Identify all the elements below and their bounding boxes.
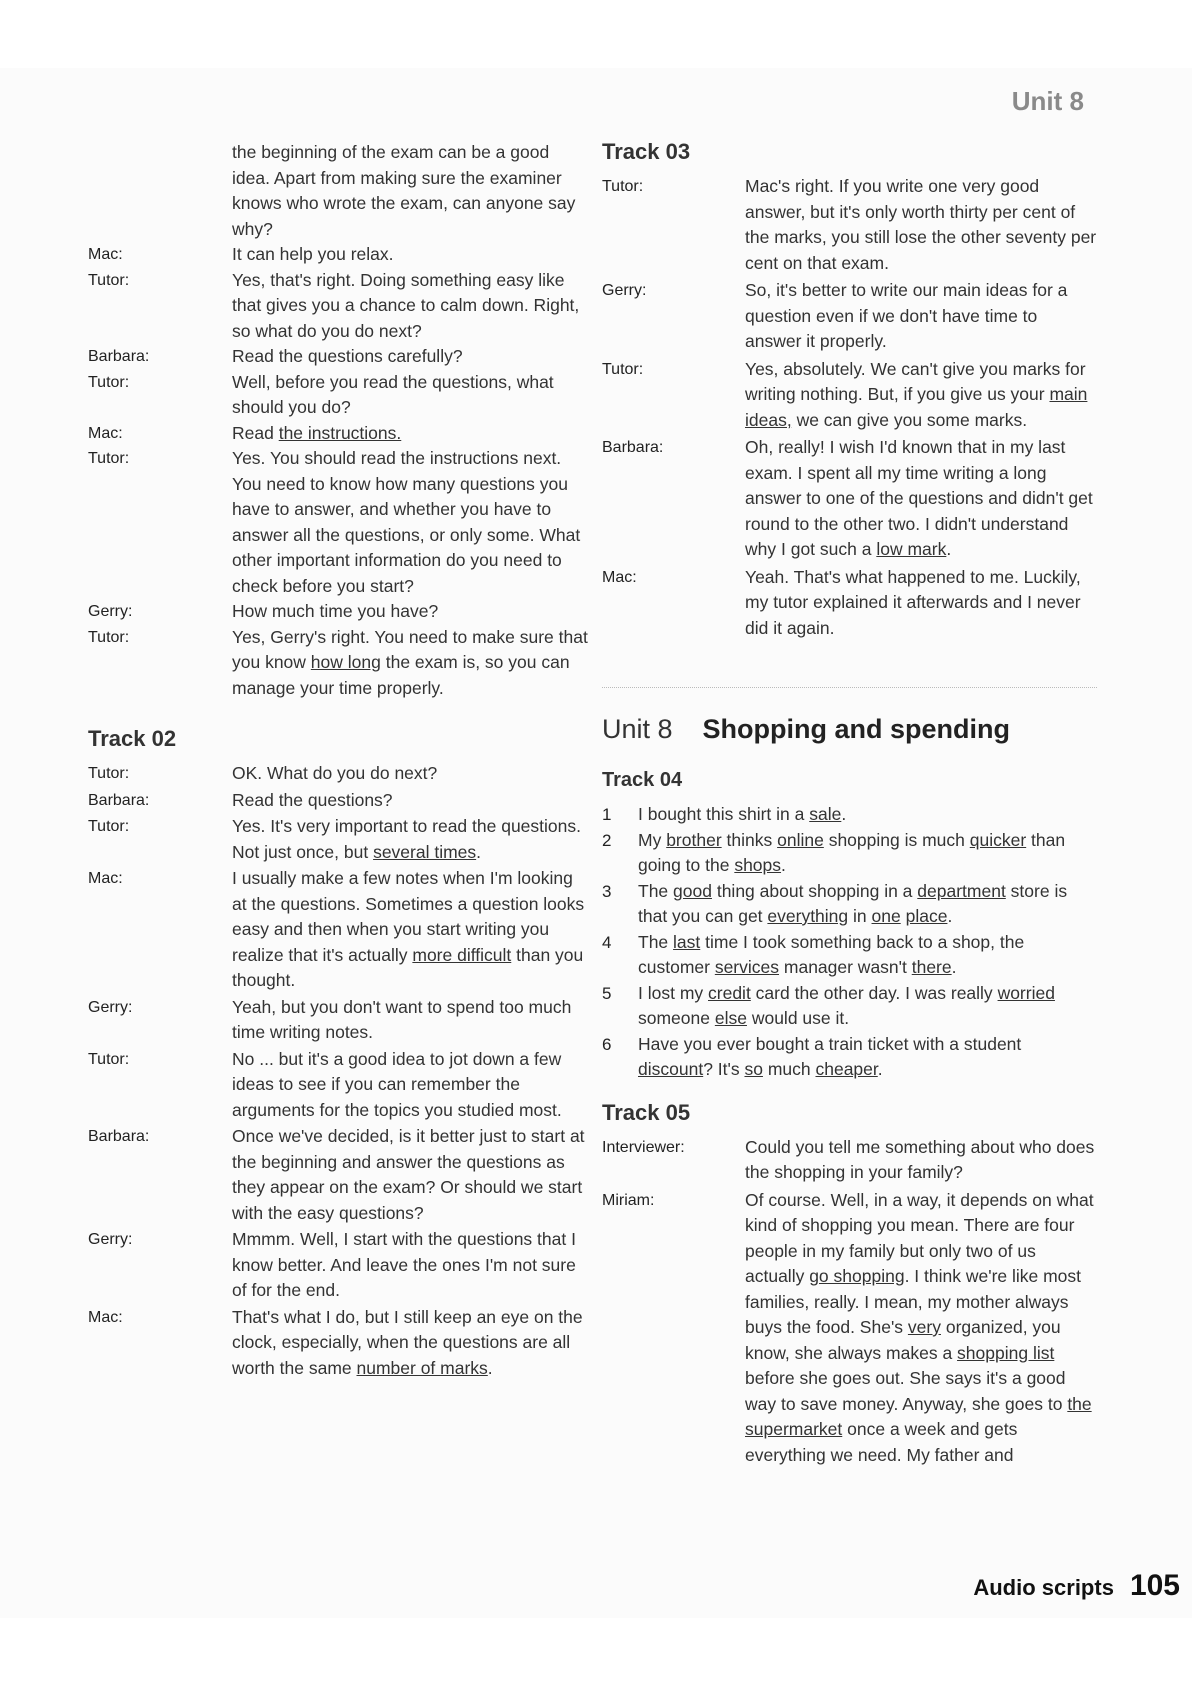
dialogue-line — [602, 1135, 1097, 1186]
line-text — [745, 357, 1097, 434]
text-segment: I bought this shirt in a — [638, 804, 810, 824]
underlined-word: low mark — [876, 539, 947, 559]
underlined-word: main ideas, — [745, 384, 1088, 430]
text-segment: The — [638, 931, 674, 952]
underlined-word: everything — [767, 906, 849, 926]
page-footer — [973, 1569, 1180, 1603]
numbered-list — [602, 802, 1097, 1083]
underlined-word: online — [777, 829, 824, 850]
dialogue-line — [602, 565, 1097, 642]
text-segment: in — [848, 906, 872, 926]
line-text: No ... but it's a good idea to jot down a few ideas to see if you can remember the arguments for the topics you studied most. — [232, 1048, 562, 1120]
text-segment: Yes, absolutely. We can't give you marks for writing nothing. But, if you give us your — [745, 358, 1086, 404]
underlined-word: how long — [310, 652, 381, 672]
underlined-word: so — [744, 1059, 763, 1079]
speaker-label: Gerry: — [88, 998, 133, 1016]
speaker-label: Gerry: — [88, 1231, 133, 1248]
item-text — [638, 879, 1097, 930]
speaker-label: Tutor: — [88, 818, 130, 835]
line-text: OK. What do you do next? — [232, 763, 438, 783]
text-segment: Read — [232, 422, 279, 443]
right-column — [602, 138, 1097, 1470]
line-text — [232, 866, 588, 994]
unit-number: Unit 8 — [602, 714, 673, 744]
track-heading: Track 02 — [88, 726, 177, 751]
underlined-word: good — [673, 880, 712, 901]
underlined-word: services — [714, 957, 780, 977]
dialogue-line — [88, 995, 588, 1046]
line-text: Yeah, but you don't want to spend too much time writing notes. — [232, 996, 572, 1042]
text-segment: I usually make a few notes when I'm looking at the questions. Sometimes a question looks easy and then when you start writing you realize that it's actually — [232, 868, 585, 965]
underlined-word: worried — [997, 982, 1055, 1003]
line-text: Yeah. That's what happened to me. Luckily, my tutor explained it afterwards and I never did it again. — [745, 566, 1081, 638]
dialogue-line — [88, 446, 588, 599]
dialogue-line — [88, 625, 588, 702]
line-text: Read the questions? — [232, 789, 393, 810]
speaker-label: Tutor: — [602, 178, 644, 195]
speaker-label: Tutor: — [602, 360, 644, 378]
line-text — [745, 435, 1097, 563]
underlined-word: the supermarket — [745, 1393, 1092, 1439]
line-text — [745, 1188, 1097, 1469]
dialogue-line — [88, 242, 588, 268]
track-heading: Track 05 — [602, 1099, 691, 1125]
item-text — [638, 802, 1097, 828]
dialogue-line — [88, 1305, 588, 1382]
item-number: 3 — [602, 881, 612, 901]
list-item — [602, 879, 1097, 930]
text-segment: . — [781, 855, 786, 875]
underlined-word: quicker — [969, 829, 1027, 850]
item-text — [638, 828, 1097, 879]
dialogue-line — [88, 1047, 588, 1124]
dialogue-line — [88, 421, 588, 447]
speaker-label: Interviewer: — [602, 1138, 685, 1156]
text-segment: someone — [638, 1008, 715, 1028]
speaker-label: Mac: — [602, 568, 637, 586]
speaker-label: Barbara: — [88, 791, 150, 809]
text-segment: card the other day. I was really — [750, 982, 998, 1003]
underlined-word: number of marks — [356, 1357, 488, 1378]
speaker-label: Tutor: — [88, 450, 130, 467]
underlined-word: shops — [734, 855, 782, 875]
text-segment: ? It's — [703, 1059, 745, 1079]
speaker-label: Tutor: — [88, 373, 130, 391]
dialogue-line — [602, 357, 1097, 434]
unit-title — [602, 712, 1097, 746]
speaker-label: Mac: — [88, 870, 123, 887]
text-segment: My — [638, 829, 667, 850]
underlined-word: cheaper — [815, 1059, 878, 1079]
item-number: 5 — [602, 983, 612, 1003]
dialogue-line — [602, 435, 1097, 563]
text-segment: much — [762, 1059, 816, 1079]
text-segment: thing about shopping in a — [711, 880, 918, 901]
line-text: Yes, that's right. Doing something easy like that gives you a chance to calm down. Right, so what do you do next? — [232, 269, 580, 341]
line-text: Mmmm. Well, I start with the questions that I know better. And leave the ones I'm not sure of for the end. — [232, 1229, 576, 1300]
line-text — [232, 1305, 588, 1382]
underlined-word: shopping list — [957, 1342, 1055, 1363]
underlined-word: go shopping — [809, 1266, 905, 1286]
text-segment: would use it. — [746, 1008, 850, 1028]
text-segment: The — [638, 880, 674, 901]
text-segment: before she goes out. She says it's a good way to save money. Anyway, she goes to — [745, 1368, 1068, 1414]
text-segment: Oh, really! I wish I'd known that in my last exam. I spent all my time writing a long answer to one of the questions and didn't get round to the other two. I didn't understand why I got such a — [745, 437, 1093, 559]
speaker-label: Gerry: — [602, 282, 647, 299]
underlined-word: very — [907, 1317, 941, 1337]
speaker-label: Tutor: — [88, 628, 130, 646]
line-text: Once we've decided, is it better just to start at the beginning and answer the questions as they appear on the exam? Or should we start with the easy questions? — [232, 1126, 585, 1223]
text-segment: . — [487, 1357, 493, 1378]
item-number: 6 — [602, 1034, 612, 1054]
dialogue-line — [88, 788, 588, 814]
underlined-word: several times — [373, 841, 477, 862]
underlined-word: brother — [666, 829, 722, 850]
speaker-label: Barbara: — [88, 1128, 150, 1145]
text-segment: the exam is, so you can manage your time properly. — [232, 652, 570, 698]
item-number: 4 — [602, 932, 612, 952]
underlined-word: place — [905, 906, 948, 926]
page-number: 105 — [1129, 1569, 1180, 1602]
text-segment: . — [877, 1059, 883, 1079]
dialogue-line — [88, 814, 588, 865]
track-heading: Track 03 — [602, 139, 691, 164]
line-text — [232, 421, 588, 447]
list-item — [602, 981, 1097, 1032]
left-column — [88, 140, 588, 1382]
list-item — [602, 930, 1097, 981]
underlined-word: there — [911, 957, 952, 977]
speaker-label: Tutor: — [88, 1050, 130, 1068]
speaker-label: Mac: — [88, 424, 123, 442]
text-segment: I lost my — [638, 982, 709, 1003]
text-segment: . — [947, 906, 953, 926]
line-text: the beginning of the exam can be a good idea. Apart from making sure the examiner knows who wrote the exam, can anyone say why? — [232, 142, 576, 239]
footer-section: Audio scripts — [973, 1575, 1114, 1600]
speaker-label: Tutor: — [88, 271, 130, 289]
line-text — [232, 814, 588, 865]
text-segment: organized, you know, she always makes a — [745, 1317, 1061, 1363]
text-segment: shopping is much — [823, 829, 970, 850]
underlined-word: the instructions. — [278, 422, 402, 443]
text-segment: . — [476, 841, 482, 862]
line-text: Yes. You should read the instructions next. You need to know how many questions you have to answer, and whether you have to answer all the questions, or only some. What other important information do you need to check before you start? — [232, 448, 581, 596]
line-text — [745, 1135, 1097, 1186]
list-item — [602, 802, 1097, 828]
text-segment: That's what I do, but I still keep an eye on the clock, especially, when the questions are all worth the same — [232, 1306, 583, 1378]
dialogue-list — [602, 1135, 1097, 1469]
text-segment: . — [946, 539, 952, 559]
dialogue-line — [88, 1227, 588, 1304]
text-segment: once a week and gets everything we need. My father and — [745, 1419, 1018, 1465]
underlined-word: last — [673, 931, 701, 952]
unit-name: Shopping and spending — [702, 714, 1011, 744]
line-text: So, it's better to write our main ideas for a question even if we don't have time to answer it properly. — [745, 280, 1068, 351]
dialogue-line — [88, 344, 588, 370]
text-segment: we can give you some marks. — [791, 409, 1028, 430]
track-heading: Track 04 — [602, 769, 683, 791]
dialogue-line — [88, 1124, 588, 1226]
dialogue-line — [88, 140, 588, 242]
list-item — [602, 828, 1097, 879]
speaker-label: Miriam: — [602, 1191, 655, 1209]
dialogue-line — [88, 370, 588, 421]
dialogue-line — [88, 866, 588, 994]
list-item — [602, 1032, 1097, 1083]
section-divider — [602, 687, 1097, 688]
speaker-label: Barbara: — [88, 348, 150, 365]
line-text: It can help you relax. — [232, 244, 394, 264]
item-text — [638, 930, 1097, 981]
text-segment: thinks — [721, 829, 778, 850]
underlined-word: credit — [708, 982, 751, 1003]
underlined-word: discount — [638, 1059, 704, 1079]
text-segment: store is that you can get — [638, 880, 1068, 926]
text-segment: . — [841, 804, 847, 824]
line-text: Mac's right. If you write one very good answer, but it's only worth thirty per cent of the marks, you still lose the other seventy per cent on that exam. — [745, 176, 1097, 273]
dialogue-line — [88, 599, 588, 625]
text-segment: Have you ever bought a train ticket with a student — [638, 1033, 1022, 1054]
speaker-label: Mac: — [88, 246, 123, 263]
speaker-label: Mac: — [88, 1308, 123, 1326]
item-number: 1 — [602, 805, 612, 824]
dialogue-line — [602, 1188, 1097, 1469]
underlined-word: one — [871, 906, 901, 926]
text-segment: Yes. It's very important to read the questions. Not just once, but — [232, 816, 581, 862]
line-text: Well, before you read the questions, what should you do? — [232, 371, 554, 417]
text-segment: Could you tell me something about who does the shopping in your family? — [745, 1136, 1095, 1182]
underlined-word: department — [917, 880, 1006, 901]
line-text: How much time you have? — [232, 601, 439, 621]
text-segment: . I think we're like most families, really. I mean, my mother always buys the food. She's — [745, 1266, 1082, 1337]
text-segment: time I took something back to a shop, the customer — [638, 931, 1025, 977]
speaker-label: Barbara: — [602, 439, 664, 456]
speaker-label — [88, 140, 232, 242]
line-text: Read the questions carefully? — [232, 346, 463, 366]
dialogue-list — [88, 761, 588, 1381]
underlined-word: more difficult — [412, 944, 512, 965]
underlined-word: sale — [809, 804, 842, 824]
text-segment: Yes, Gerry's right. You need to make sure that you know — [232, 626, 588, 672]
underlined-word: else — [714, 1008, 747, 1028]
item-number: 2 — [602, 830, 612, 850]
unit-header: Unit 8 — [1011, 86, 1084, 116]
item-text — [638, 981, 1097, 1032]
dialogue-line — [602, 174, 1097, 276]
text-segment: manager wasn't — [779, 957, 912, 977]
line-text — [232, 625, 588, 702]
dialogue-line — [88, 268, 588, 345]
speaker-label: Tutor: — [88, 765, 130, 782]
item-text — [638, 1032, 1097, 1083]
text-segment: than you thought. — [232, 944, 584, 990]
dialogue-line — [602, 278, 1097, 355]
dialogue-line — [88, 761, 588, 787]
text-segment: . — [951, 957, 957, 977]
dialogue-list — [602, 174, 1097, 641]
dialogue-list — [88, 242, 588, 701]
text-segment: than going to the — [638, 829, 1066, 875]
text-segment: Of course. Well, in a way, it depends on what kind of shopping you mean. There are four people in my family but only two of us actually — [745, 1189, 1094, 1286]
speaker-label: Gerry: — [88, 603, 133, 620]
